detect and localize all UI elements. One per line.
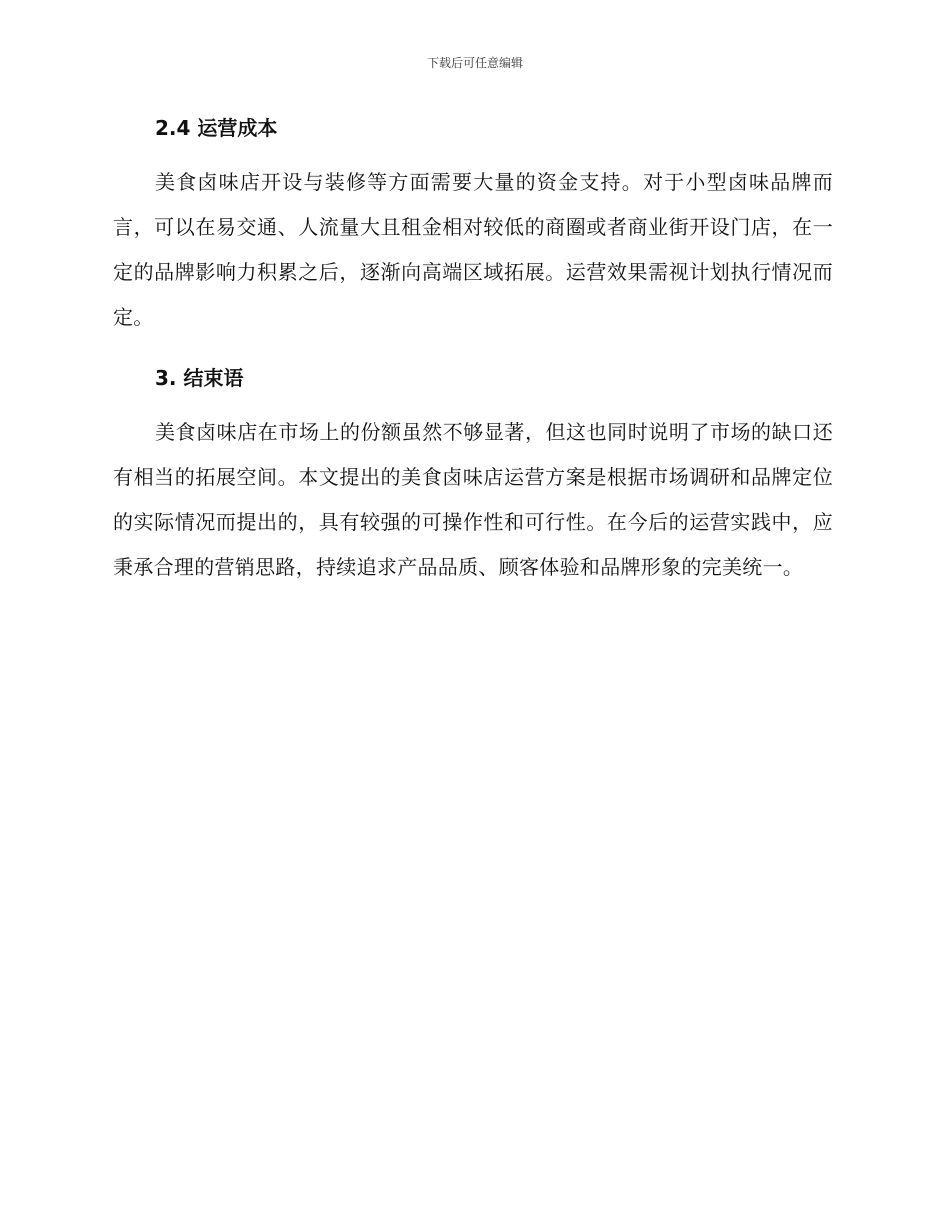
document-body (113, 110, 833, 590)
paragraph-conclusion: 美食卤味店在市场上的份额虽然不够显著，但这也同时说明了市场的缺口还有相当的拓展空间。本文提出的美食卤味店运营方案是根据市场调研和品牌定位的实际情况而提出的，具有较强的可操作性和可行性。在今后的运营实践中，应秉承合理的营销思路，持续追求产品品质、顾客体验和品牌形象的完美统一。 (113, 420, 833, 579)
paragraph-operating-cost: 美食卤味店开设与装修等方面需要大量的资金支持。对于小型卤味品牌而言，可以在易交通、人流量大且租金相对较低的商圈或者商业街开设门店，在一定的品牌影响力积累之后，逐渐向高端区域拓展。运营效果需视计划执行情况而定。 (113, 170, 833, 329)
section-heading-operating-cost: 2.4 运营成本 (155, 116, 278, 140)
section-heading-conclusion: 3. 结束语 (155, 366, 244, 390)
page-header: 下载后可任意编辑 (426, 56, 523, 70)
